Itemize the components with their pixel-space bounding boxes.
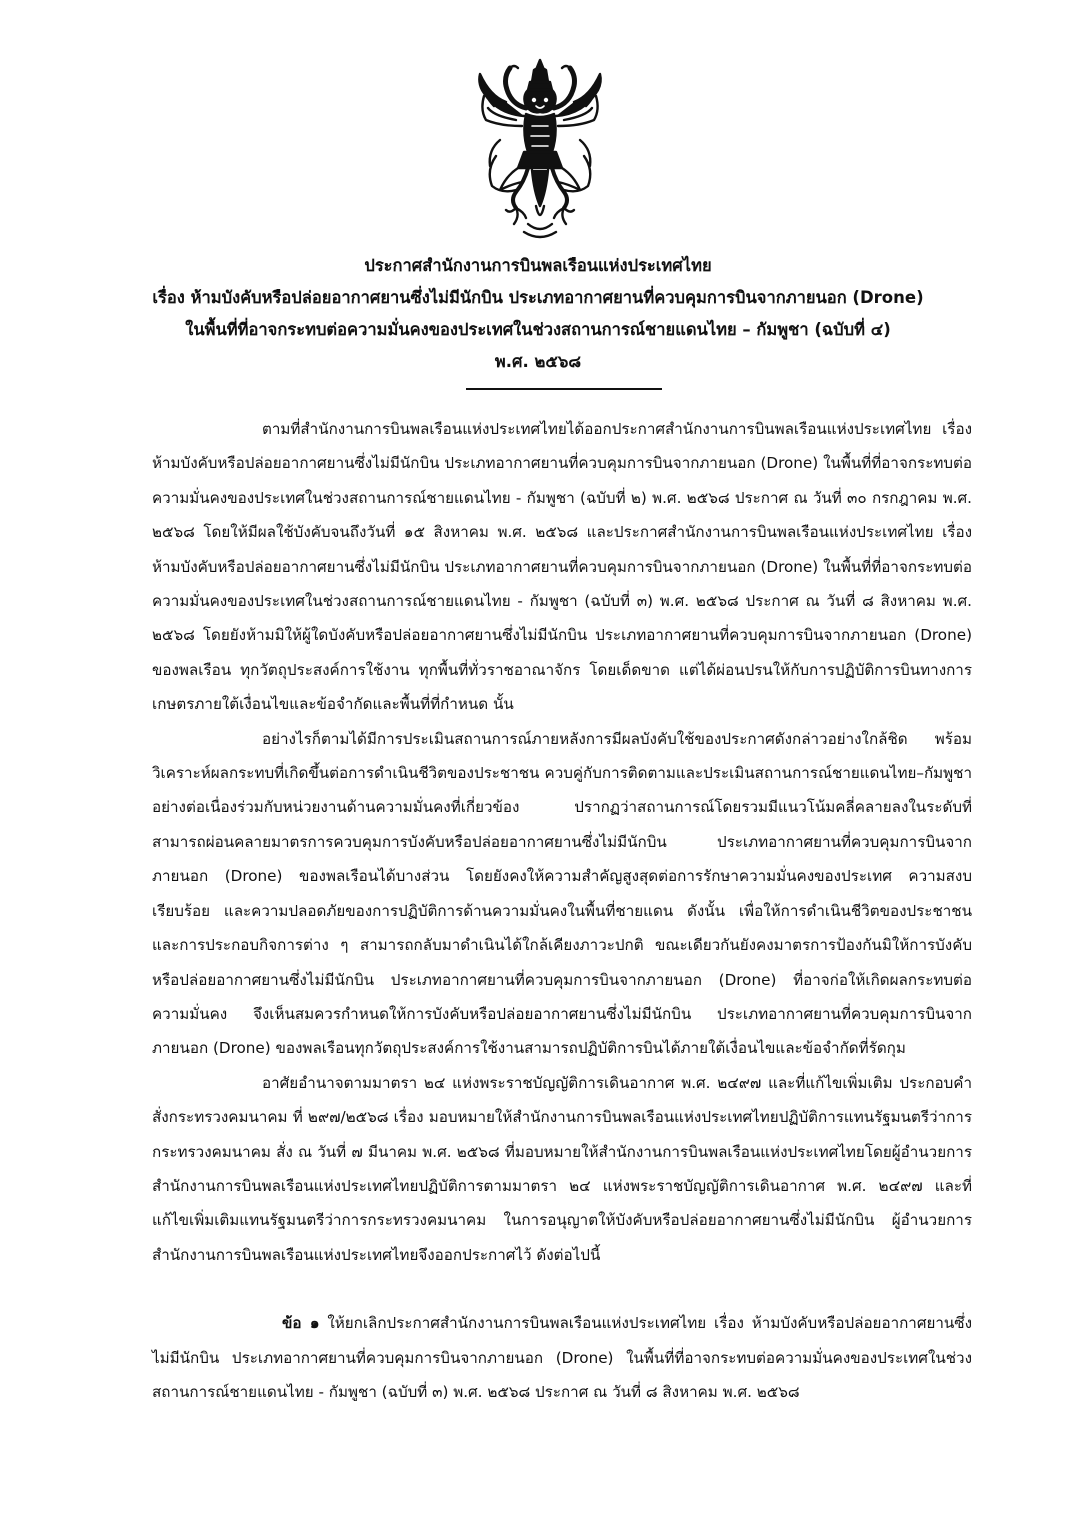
clause-1-label: ข้อ ๑: [282, 1314, 320, 1333]
paragraph-2: อย่างไรก็ตามได้มีการประเมินสถานการณ์ภายหลังการมีผลบังคับใช้ของประกาศดังกล่าวอย่างใกล้ชิด พร้อมวิเคราะห์ผลกระทบที่เกิดขึ้นต่อการดำเนินชีวิตของประชาชน ควบคู่กับการติดตามและประเมินสถานการณ์ชายแดนไทย–กัมพูชาอย่างต่อเนื่องร่วมกับหน่วยงานด้านความมั่นคงที่เกี่ยวข้อง ปรากฏว่าสถานการณ์โดยรวมมีแนวโน้มคลี่คลายลงในระดับที่สามารถผ่อนคลายมาตรการควบคุมการบังคับหรือปล่อยอากาศยานซึ่งไม่มีนักบิน ประเภทอากาศยานที่ควบคุมการบินจากภายนอก (Drone) ของพลเรือนได้บางส่วน โดยยังคงให้ความสำคัญสูงสุดต่อการรักษาความมั่นคงของประเทศ ความสงบเรียบร้อย และความปลอดภัยของการปฏิบัติการด้านความมั่นคงในพื้นที่ชายแดน ดังนั้น เพื่อให้การดำเนินชีวิตของประชาชนและการประกอบกิจการต่าง ๆ สามารถกลับมาดำเนินได้ใกล้เคียงภาวะปกติ ขณะเดียวกันยังคงมาตรการป้องกันมิให้การบังคับหรือปล่อยอากาศยานซึ่งไม่มีนักบิน ประเภทอากาศยานที่ควบคุมการบินจากภายนอก (Drone) ที่อาจก่อให้เกิดผลกระทบต่อความมั่นคง จึงเห็นสมควรกำหนดให้การบังคับหรือปล่อยอากาศยานซึ่งไม่มีนักบิน ประเภทอากาศยานที่ควบคุมการบินจากภายนอก (Drone) ของพลเรือนทุกวัตถุประสงค์การใช้งานสามารถปฏิบัติการบินได้ภายใต้เงื่อนไขและข้อจำกัดที่รัดกุม: [152, 729, 972, 1058]
title-line-1: ประกาศสำนักงานการบินพลเรือนแห่งประเทศไทย: [364, 256, 712, 275]
title-line-3: ในพื้นที่ที่อาจกระทบต่อความมั่นคงของประเทศในช่วงสถานการณ์ชายแดนไทย – กัมพูชา (ฉบับที่ ๔): [185, 320, 891, 339]
clause-1: [152, 1306, 972, 1409]
announcement-body: [152, 412, 972, 1409]
announcement-title: [120, 250, 956, 378]
paragraph-3: อาศัยอำนาจตามมาตรา ๒๔ แห่งพระราชบัญญัติการเดินอากาศ พ.ศ. ๒๔๙๗ และที่แก้ไขเพิ่มเติม ประกอบคำสั่งกระทรวงคมนาคม ที่ ๒๙๗/๒๕๖๘ เรื่อง มอบหมายให้สำนักงานการบินพลเรือนแห่งประเทศไทยปฏิบัติการแทนรัฐมนตรีว่าการกระทรวงคมนาคม สั่ง ณ วันที่ ๗ มีนาคม พ.ศ. ๒๕๖๘ ที่มอบหมายให้สำนักงานการบินพลเรือนแห่งประเทศไทยโดยผู้อำนวยการสำนักงานการบินพลเรือนแห่งประเทศไทยปฏิบัติการตามมาตรา ๒๔ แห่งพระราชบัญญัติการเดินอากาศ พ.ศ. ๒๔๙๗ และที่แก้ไขเพิ่มเติมแทนรัฐมนตรีว่าการกระทรวงคมนาคม ในการอนุญาตให้บังคับหรือปล่อยอากาศยานซึ่งไม่มีนักบิน ผู้อำนวยการสำนักงานการบินพลเรือนแห่งประเทศไทยจึงออกประกาศไว้ ดังต่อไปนี้: [152, 1073, 972, 1264]
title-line-4: พ.ศ. ๒๕๖๘: [494, 352, 582, 371]
paragraph-1: ตามที่สำนักงานการบินพลเรือนแห่งประเทศไทยได้ออกประกาศสำนักงานการบินพลเรือนแห่งประเทศไทย เรื่อง ห้ามบังคับหรือปล่อยอากาศยานซึ่งไม่มีนักบิน ประเภทอากาศยานที่ควบคุมการบินจากภายนอก (Drone) ในพื้นที่ที่อาจกระทบต่อความมั่นคงของประเทศในช่วงสถานการณ์ชายแดนไทย - กัมพูชา (ฉบับที่ ๒) พ.ศ. ๒๕๖๘ ประกาศ ณ วันที่ ๓๐ กรกฎาคม พ.ศ. ๒๕๖๘ โดยให้มีผลใช้บังคับจนถึงวันที่ ๑๕ สิงหาคม พ.ศ. ๒๕๖๘ และประกาศสำนักงานการบินพลเรือนแห่งประเทศไทย เรื่อง ห้ามบังคับหรือปล่อยอากาศยานซึ่งไม่มีนักบิน ประเภทอากาศยานที่ควบคุมการบินจากภายนอก (Drone) ในพื้นที่ที่อาจกระทบต่อความมั่นคงของประเทศในช่วงสถานการณ์ชายแดนไทย - กัมพูชา (ฉบับที่ ๓) พ.ศ. ๒๕๖๘ ประกาศ ณ วันที่ ๘ สิงหาคม พ.ศ. ๒๕๖๘ โดยยังห้ามมิให้ผู้ใดบังคับหรือปล่อยอากาศยานซึ่งไม่มีนักบิน ประเภทอากาศยานที่ควบคุมการบินจากภายนอก (Drone) ของพลเรือน ทุกวัตถุประสงค์การใช้งาน ทุกพื้นที่ทั่วราชอาณาจักร โดยเด็ดขาด แต่ได้ผ่อนปรนให้กับการปฏิบัติการบินทางการเกษตรภายใต้เงื่อนไขและข้อจำกัดและพื้นที่ที่กำหนด นั้น: [152, 420, 972, 714]
garuda-emblem-icon: [476, 56, 604, 242]
title-divider: [466, 388, 662, 390]
title-line-2: เรื่อง ห้ามบังคับหรือปล่อยอากาศยานซึ่งไม่มีนักบิน ประเภทอากาศยานที่ควบคุมการบินจากภายนอก (Drone): [152, 288, 924, 307]
clause-1-text: ให้ยกเลิกประกาศสำนักงานการบินพลเรือนแห่งประเทศไทย เรื่อง ห้ามบังคับหรือปล่อยอากาศยานซึ่งไม่มีนักบิน ประเภทอากาศยานที่ควบคุมการบินจากภายนอก (Drone) ในพื้นที่ที่อาจกระทบต่อความมั่นคงของประเทศในช่วงสถานการณ์ชายแดนไทย - กัมพูชา (ฉบับที่ ๓) พ.ศ. ๒๕๖๘ ประกาศ ณ วันที่ ๘ สิงหาคม พ.ศ. ๒๕๖๘: [152, 1314, 973, 1401]
